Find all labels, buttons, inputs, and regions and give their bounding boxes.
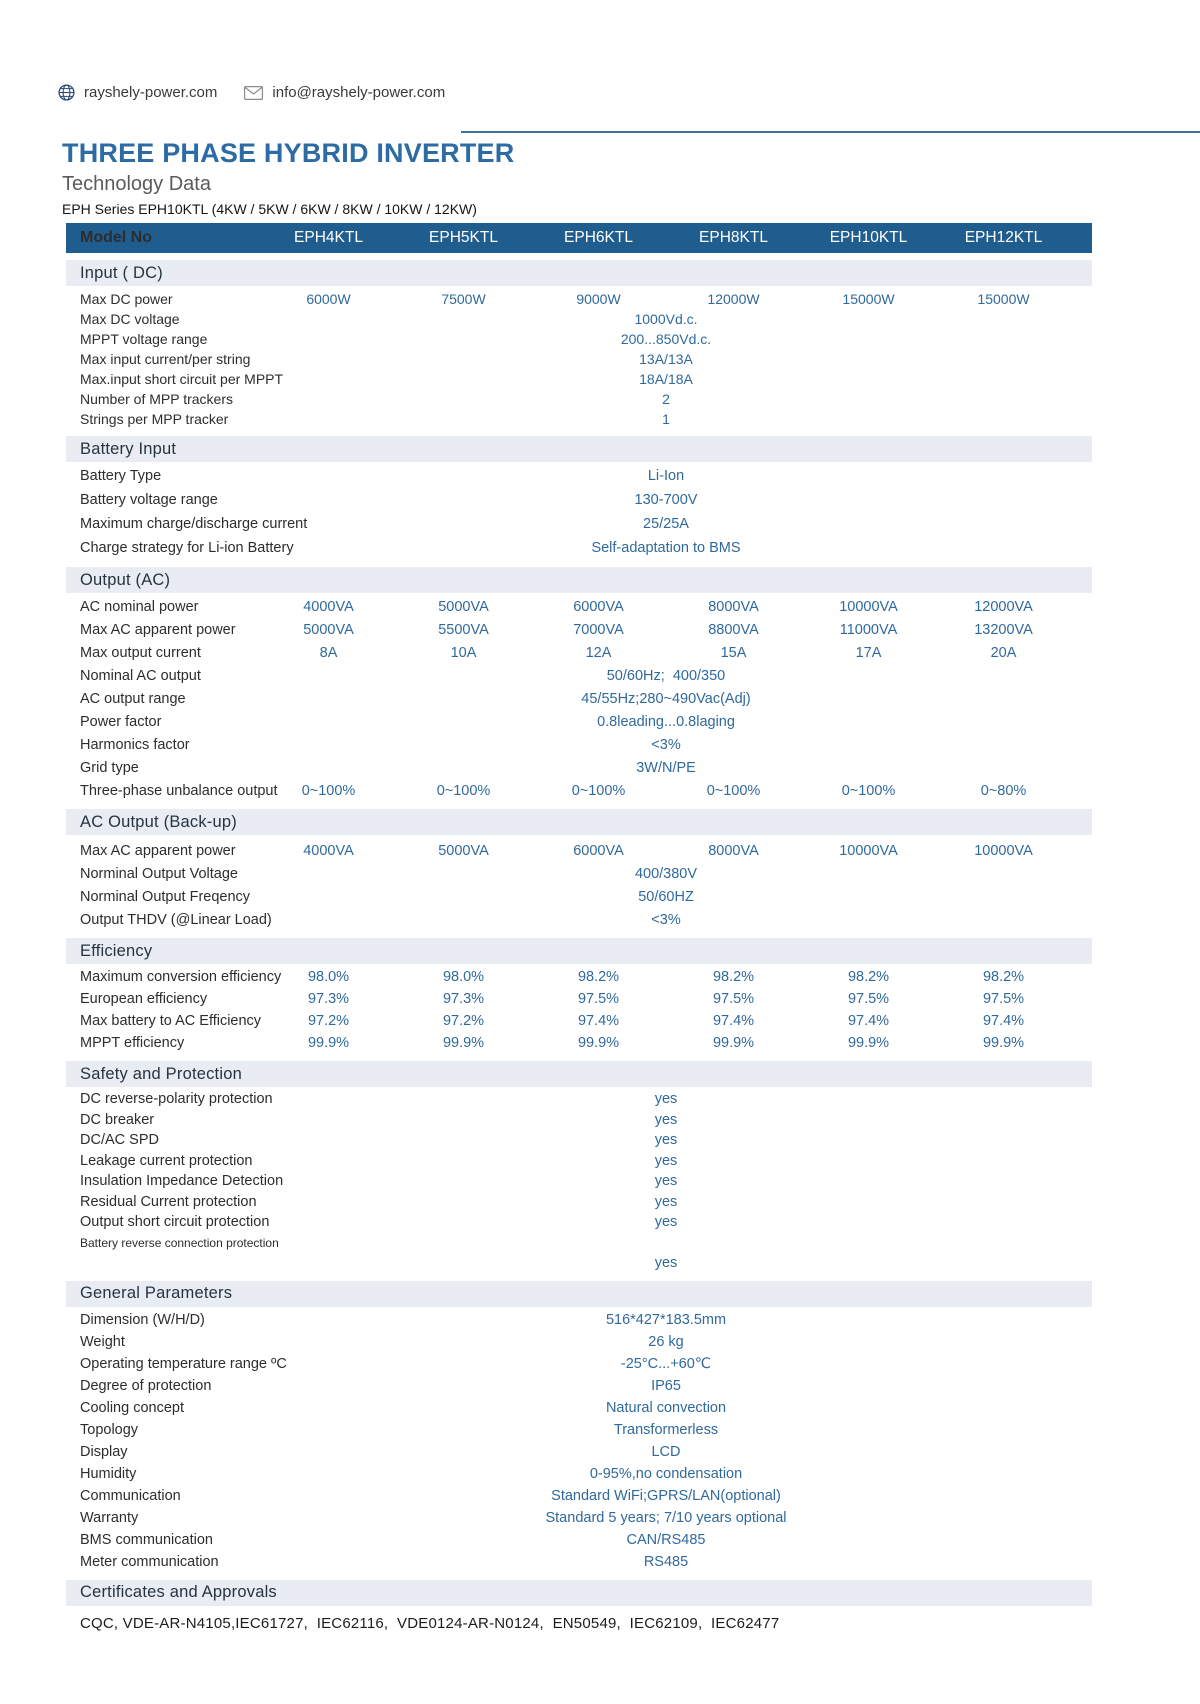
- spec-row: [66, 536, 1092, 560]
- row-label: Max AC apparent power: [80, 621, 236, 638]
- row-span-value: 45/55Hz;280~490Vac(Adj): [581, 690, 751, 707]
- row-span-value: 0.8leading...0.8laging: [597, 713, 735, 730]
- section-body: [66, 835, 1092, 931]
- spec-row: [66, 641, 1092, 664]
- row-value: 6000W: [306, 291, 351, 307]
- section-title: Certificates and Approvals: [80, 1583, 277, 1601]
- spec-row: [66, 1089, 1092, 1110]
- row-value: 17A: [855, 644, 882, 661]
- certificates-text: CQC, VDE-AR-N4105,IEC61727, IEC62116, VDE0124-AR-N0124, EN50549, IEC62109, IEC62477: [80, 1614, 780, 1632]
- spec-row: [66, 1485, 1092, 1507]
- row-span-value: Li-Ion: [647, 468, 685, 484]
- row-value: 5000VA: [438, 842, 489, 859]
- email-text: info@rayshely-power.com: [272, 84, 446, 101]
- section-body: [66, 462, 1092, 560]
- sections: [66, 260, 1092, 1606]
- spec-row: [66, 1010, 1092, 1032]
- row-value: 99.9%: [307, 1035, 350, 1051]
- model-column-header: EPH10KTL: [829, 229, 908, 246]
- row-span-value: 200...850Vd.c.: [620, 331, 712, 347]
- spec-row: [66, 329, 1092, 349]
- spec-row: [66, 1397, 1092, 1419]
- model-column-header: EPH5KTL: [429, 229, 498, 246]
- row-label: Dimension (W/H/D): [80, 1311, 205, 1328]
- row-label: Number of MPP trackers: [80, 391, 234, 407]
- spec-row: [66, 756, 1092, 779]
- row-value: 0~80%: [980, 782, 1027, 799]
- spec-row: [66, 1212, 1092, 1233]
- section-body: [66, 286, 1092, 429]
- section-title: Efficiency: [80, 941, 153, 960]
- section-body: [66, 1307, 1092, 1573]
- row-value: 8000VA: [708, 842, 759, 859]
- row-label: Leakage current protection: [80, 1152, 253, 1169]
- row-span-value: <3%: [651, 911, 681, 928]
- row-value: 0~100%: [841, 782, 896, 799]
- row-span-value: 400/380V: [634, 865, 698, 882]
- row-label: Power factor: [80, 713, 162, 730]
- row-label: Norminal Output Voltage: [80, 865, 238, 882]
- row-value: 13200VA: [974, 621, 1033, 638]
- row-span-value: 50/60Hz; 400/350: [606, 667, 726, 684]
- row-value: 5500VA: [438, 621, 489, 638]
- section-title: Input ( DC): [80, 263, 163, 282]
- row-value: 99.9%: [442, 1035, 485, 1051]
- spec-row: [66, 885, 1092, 908]
- row-span-value: 26 kg: [648, 1333, 684, 1350]
- row-value: 97.5%: [577, 991, 620, 1007]
- row-span-value: 13A/13A: [639, 351, 693, 367]
- row-label: Grid type: [80, 759, 139, 776]
- spec-row: [66, 733, 1092, 756]
- website-text: rayshely-power.com: [84, 84, 218, 101]
- row-span-value: yes: [654, 1132, 678, 1149]
- spec-row: [66, 687, 1092, 710]
- spec-row: [66, 1529, 1092, 1551]
- row-span-value: Standard 5 years; 7/10 years optional: [545, 1509, 787, 1526]
- row-span-value: -25°C...+60℃: [620, 1355, 712, 1372]
- row-label: Max output current: [80, 644, 201, 661]
- row-span-value: yes: [654, 1193, 678, 1210]
- row-label: Communication: [80, 1487, 181, 1504]
- row-label: Strings per MPP tracker: [80, 411, 229, 427]
- row-label: DC breaker: [80, 1111, 155, 1128]
- spec-row: [66, 595, 1092, 618]
- spec-row: [66, 1353, 1092, 1375]
- row-span-value: 1: [662, 411, 670, 427]
- section-band: [66, 1061, 1092, 1087]
- row-label: Meter communication: [80, 1553, 219, 1570]
- row-value: 5000VA: [438, 598, 489, 615]
- spec-row: [66, 1551, 1092, 1573]
- spec-row: [66, 1130, 1092, 1151]
- section-body: [66, 593, 1092, 802]
- spec-row: [66, 988, 1092, 1010]
- page-subtitle: Technology Data: [62, 173, 211, 195]
- row-label: Max AC apparent power: [80, 842, 236, 859]
- section-title: Safety and Protection: [80, 1064, 242, 1083]
- row-value: 98.2%: [577, 969, 620, 985]
- row-value: 97.4%: [712, 1013, 755, 1029]
- spec-row: [66, 1110, 1092, 1131]
- spec-row: [66, 1463, 1092, 1485]
- row-value: 0~100%: [301, 782, 356, 799]
- spec-row: [66, 409, 1092, 429]
- row-label: Charge strategy for Li-ion Battery: [80, 540, 294, 556]
- row-label: Output THDV (@Linear Load): [80, 911, 272, 928]
- spec-row: [66, 779, 1092, 802]
- row-value: 0~100%: [436, 782, 491, 799]
- table-header-row: [66, 223, 1092, 253]
- section-body: [66, 1087, 1092, 1274]
- row-label: Output short circuit protection: [80, 1214, 270, 1231]
- row-label: Max input current/per string: [80, 351, 251, 367]
- row-value: 6000VA: [573, 598, 624, 615]
- row-value: 99.9%: [847, 1035, 890, 1051]
- row-span-value: yes: [654, 1152, 678, 1169]
- row-label: Max DC voltage: [80, 311, 180, 327]
- row-label: Maximum charge/discharge current: [80, 516, 308, 532]
- section-title: Output (AC): [80, 570, 171, 589]
- row-label: Topology: [80, 1421, 139, 1438]
- row-span-value: yes: [654, 1173, 678, 1190]
- row-value: 97.5%: [847, 991, 890, 1007]
- row-span-value: 25/25A: [643, 516, 689, 532]
- spec-row: [66, 512, 1092, 536]
- row-value: 0~100%: [571, 782, 626, 799]
- row-value: 99.9%: [577, 1035, 620, 1051]
- globe-icon: [58, 84, 75, 101]
- section-band: [66, 1281, 1092, 1307]
- spec-table: [66, 223, 1092, 1633]
- spec-row: [66, 464, 1092, 488]
- row-span-value: LCD: [651, 1443, 681, 1460]
- row-label: BMS communication: [80, 1531, 213, 1548]
- spec-row: [66, 389, 1092, 409]
- spec-row: [66, 1192, 1092, 1213]
- row-value: 97.5%: [982, 991, 1025, 1007]
- row-value: 97.2%: [307, 1013, 350, 1029]
- row-span-value: 50/60HZ: [638, 888, 694, 905]
- spec-row: [66, 289, 1092, 309]
- row-span-value: Standard WiFi;GPRS/LAN(optional): [551, 1487, 781, 1504]
- spec-row: [66, 1253, 1092, 1274]
- spec-row: [66, 1507, 1092, 1529]
- row-label: Max DC power: [80, 291, 173, 307]
- row-label: DC reverse-polarity protection: [80, 1091, 273, 1108]
- row-label: European efficiency: [80, 991, 208, 1007]
- row-value: 98.0%: [307, 969, 350, 985]
- section-band: [66, 809, 1092, 835]
- row-value: 10000VA: [974, 842, 1033, 859]
- spec-row: [66, 1441, 1092, 1463]
- row-value: 7000VA: [573, 621, 624, 638]
- row-value: 15000W: [842, 291, 895, 307]
- row-span-value: Natural convection: [605, 1399, 727, 1416]
- row-label: Warranty: [80, 1509, 139, 1526]
- row-value: 97.5%: [712, 991, 755, 1007]
- row-label: AC nominal power: [80, 598, 199, 615]
- spec-row: [66, 862, 1092, 885]
- model-column-header: EPH6KTL: [564, 229, 633, 246]
- row-value: 97.4%: [982, 1013, 1025, 1029]
- spec-row: [66, 1171, 1092, 1192]
- spec-row: [66, 1151, 1092, 1172]
- row-span-value: Transformerless: [613, 1421, 719, 1438]
- model-column-header: EPH12KTL: [964, 229, 1043, 246]
- model-column-header: EPH8KTL: [699, 229, 768, 246]
- row-value: 97.2%: [442, 1013, 485, 1029]
- row-label: Display: [80, 1443, 128, 1460]
- row-label: MPPT voltage range: [80, 331, 208, 347]
- row-value: 7500W: [441, 291, 486, 307]
- row-value: 10A: [450, 644, 477, 661]
- row-value: 5000VA: [303, 621, 354, 638]
- row-span-value: yes: [654, 1111, 678, 1128]
- row-span-value: yes: [654, 1255, 678, 1272]
- model-column-header: EPH4KTL: [294, 229, 363, 246]
- row-label: Three-phase unbalance output: [80, 782, 278, 799]
- row-value: 4000VA: [303, 598, 354, 615]
- spec-row: [66, 908, 1092, 931]
- row-value: 8000VA: [708, 598, 759, 615]
- row-label: Cooling concept: [80, 1399, 184, 1416]
- row-span-value: yes: [654, 1214, 678, 1231]
- row-label: Maximum conversion efficiency: [80, 969, 282, 985]
- row-value: 97.4%: [847, 1013, 890, 1029]
- row-span-value: IP65: [651, 1377, 681, 1394]
- spec-row: [66, 839, 1092, 862]
- page-title: THREE PHASE HYBRID INVERTER: [62, 138, 515, 168]
- row-span-value: RS485: [643, 1553, 689, 1570]
- row-label: Max.input short circuit per MPPT: [80, 371, 284, 387]
- row-span-value: CAN/RS485: [626, 1531, 706, 1548]
- section-band: [66, 1580, 1092, 1606]
- section-band: [66, 567, 1092, 593]
- row-value: 8800VA: [708, 621, 759, 638]
- spec-row: [66, 1309, 1092, 1331]
- row-span-value: yes: [654, 1091, 678, 1108]
- spec-row: [66, 618, 1092, 641]
- row-span-value: 0-95%,no condensation: [589, 1465, 743, 1482]
- series-caption: EPH Series EPH10KTL (4KW / 5KW / 6KW / 8KW / 10KW / 12KW): [62, 201, 477, 217]
- row-label: AC output range: [80, 690, 186, 707]
- row-value: 6000VA: [573, 842, 624, 859]
- spec-row: [66, 1032, 1092, 1054]
- row-span-value: Self-adaptation to BMS: [591, 540, 741, 556]
- section-band: [66, 436, 1092, 462]
- row-label: Max battery to AC Efficiency: [80, 1013, 262, 1029]
- row-label: Battery Type: [80, 468, 162, 484]
- spec-row: [66, 488, 1092, 512]
- row-span-value: 130-700V: [634, 492, 698, 508]
- row-label: Weight: [80, 1333, 125, 1350]
- model-headers: [261, 229, 1071, 247]
- row-label: Residual Current protection: [80, 1193, 257, 1210]
- row-value: 98.2%: [982, 969, 1025, 985]
- row-span-value: 3W/N/PE: [636, 759, 696, 776]
- spec-row: [66, 369, 1092, 389]
- row-span-value: 1000Vd.c.: [634, 311, 698, 327]
- row-value: 11000VA: [839, 621, 898, 638]
- section-band: [66, 260, 1092, 286]
- spec-row: [66, 1375, 1092, 1397]
- spec-row: [66, 1233, 1092, 1254]
- row-span-value: <3%: [651, 736, 681, 753]
- section-title: Battery Input: [80, 439, 177, 458]
- row-value: 0~100%: [706, 782, 761, 799]
- row-label: DC/AC SPD: [80, 1132, 159, 1149]
- row-label: Harmonics factor: [80, 736, 190, 753]
- section-title: General Parameters: [80, 1284, 233, 1302]
- row-value: 9000W: [576, 291, 621, 307]
- envelope-icon: [244, 86, 263, 100]
- spec-row: [66, 309, 1092, 329]
- row-value: 4000VA: [303, 842, 354, 859]
- document-body: [62, 130, 1096, 1633]
- spec-row: [66, 710, 1092, 733]
- row-value: 15A: [720, 644, 747, 661]
- spec-row: [66, 1419, 1092, 1441]
- row-label: Degree of protection: [80, 1377, 212, 1394]
- row-value: 98.2%: [847, 969, 890, 985]
- section-body: [66, 964, 1092, 1054]
- row-value: 99.9%: [712, 1035, 755, 1051]
- row-value: 10000VA: [839, 842, 898, 859]
- row-value: 98.2%: [712, 969, 755, 985]
- row-value: 10000VA: [839, 598, 898, 615]
- row-label: Operating temperature range ºC: [80, 1355, 287, 1372]
- section-band: [66, 938, 1092, 964]
- row-value: 97.4%: [577, 1013, 620, 1029]
- row-value: 97.3%: [307, 991, 350, 1007]
- row-value: 12A: [585, 644, 612, 661]
- row-label: Norminal Output Freqency: [80, 888, 251, 905]
- row-label: Humidity: [80, 1465, 137, 1482]
- row-value: 12000VA: [974, 598, 1033, 615]
- spec-row: [66, 664, 1092, 687]
- row-span-value: 2: [662, 391, 670, 407]
- row-value: 8A: [319, 644, 338, 661]
- spec-row: [66, 1331, 1092, 1353]
- row-span-value: 18A/18A: [639, 371, 693, 387]
- row-label: MPPT efficiency: [80, 1035, 185, 1051]
- row-label: Insulation Impedance Detection: [80, 1173, 284, 1190]
- row-value: 97.3%: [442, 991, 485, 1007]
- row-value: 99.9%: [982, 1035, 1025, 1051]
- row-value: 12000W: [707, 291, 760, 307]
- row-label: Battery reverse connection protection: [80, 1235, 279, 1250]
- section-title: AC Output (Back-up): [80, 812, 237, 831]
- spec-row: [66, 966, 1092, 988]
- row-label: Nominal AC output: [80, 667, 201, 684]
- row-label: Battery voltage range: [80, 492, 218, 508]
- spec-row: [66, 349, 1092, 369]
- row-value: 20A: [990, 644, 1017, 661]
- row-value: 15000W: [977, 291, 1030, 307]
- row-span-value: 516*427*183.5mm: [605, 1311, 727, 1328]
- model-no-header: Model No: [80, 229, 152, 246]
- contact-bar: [58, 84, 445, 101]
- row-value: 98.0%: [442, 969, 485, 985]
